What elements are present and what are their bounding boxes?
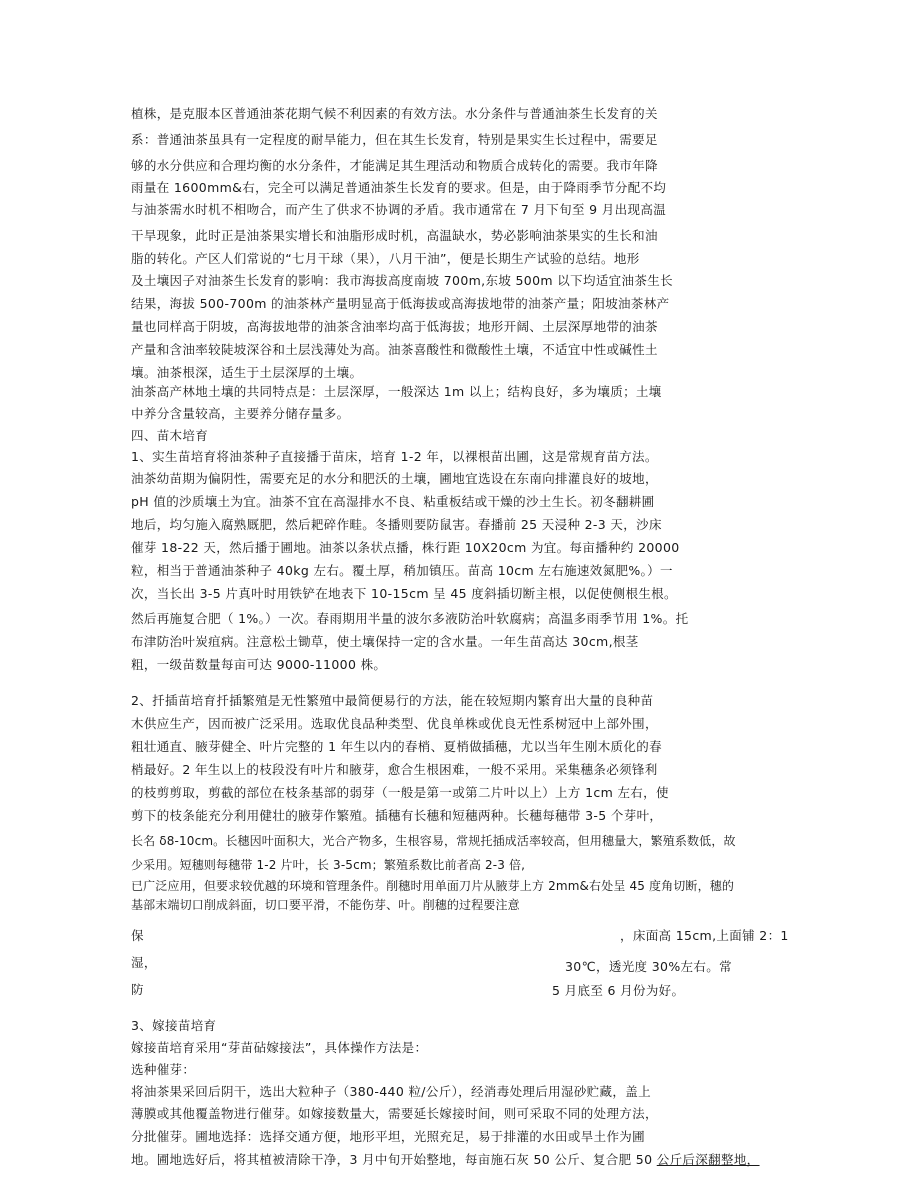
text-line: 粗，一级苗数量每亩可达 9000-11000 株。 (131, 657, 387, 672)
fragment-right: 30℃，透光度 30%左右。常 (565, 959, 732, 974)
text-line: 及土壤因子对油茶生长发育的影响：我市海拔高度南坡 700m,东坡 500m 以下均适宜油茶生长 (131, 273, 673, 288)
text-line: 嫁接苗培育采用“芽苗砧嫁接法”，具体操作方法是： (131, 1040, 428, 1055)
text-line: 然后再施复合肥（ 1%。）一次。春雨期用半量的波尔多液防治叶软腐病；高温多雨季节用 1%。托 (131, 611, 689, 626)
text-line: 雨量在 1600mm&右，完全可以满足普通油茶生长发育的要求。但是，由于降雨季节分配不均 (131, 180, 667, 195)
text-line: 木供应生产，因而被广泛采用。选取优良品种类型、优良单株或优良无性系树冠中上部外围， (131, 716, 658, 731)
text-line: 的枝剪剪取，剪截的部位在枝条基部的弱芽（一般是第一或第二片叶以上）上方 1cm 左右，使 (131, 785, 669, 800)
text-line: 地后，均匀施入腐熟厩肥，然后耙碎作畦。冬播则要防鼠害。春播前 25 天浸种 2-3 天，沙床 (131, 517, 662, 532)
fragment-left: 保 (131, 928, 144, 943)
last-line-main: 地。圃地选好后，将其植被清除干净，3 月中旬开始整地，每亩施石灰 50 公斤、复合肥 50 (131, 1152, 657, 1167)
text-line: 2、扦插苗培育扦插繁殖是无性繁殖中最简便易行的方法，能在较短期内繁育出大量的良种苗 (131, 693, 654, 708)
text-line: 壤。油茶根深，适生于土层深厚的土壤。 (131, 365, 363, 380)
text-line: 将油茶果采回后阴干，选出大粒种子（380-440 粒/公斤），经消毒处理后用湿砂贮藏，盖上 (131, 1084, 651, 1099)
text-line: 次，当长出 3-5 片真叶时用铁铲在地表下 10-15cm 呈 45 度斜插切断主根，以促使侧根生根。 (131, 586, 677, 601)
text-line: 1、实生苗培育将油茶种子直接播于苗床，培育 1-2 年，以裸根苗出圃，这是常规育苗方法。 (131, 449, 658, 464)
fragment-right: 5 月底至 6 月份为好。 (552, 983, 685, 998)
text-line: 植株，是克服本区普通油茶花期气候不利因素的有效方法。水分条件与普通油茶生长发育的关 (131, 106, 658, 121)
text-line: 催芽 18-22 天，然后播于圃地。油茶以条状点播，株行距 10X20cm 为宜。每亩播种约 20000 (131, 540, 680, 555)
last-line-underlined: 公斤后深翻整地， (656, 1152, 760, 1167)
text-line: 油茶幼苗期为偏阴性，需要充足的水分和肥沃的土壤，圃地宜选设在东南向排灌良好的坡地， (131, 471, 658, 486)
text-line: 够的水分供应和合理均衡的水分条件，才能满足其生理活动和物质合成转化的需要。我市年降 (131, 158, 658, 173)
text-line: 长名 δ8-10cm。长穗因叶面积大，光合产物多，生根容易，常规托插成活率较高，但用穗量大，繁殖系数低，故 (131, 834, 736, 848)
text-line: 选种催芽： (131, 1062, 196, 1077)
text-line: 脂的转化。产区人们常说的“七月干球（果），八月干油”，便是长期生产试验的总结。地形 (131, 251, 640, 266)
section-heading: 四、苗木培育 (131, 428, 209, 443)
text-line: 梢最好。2 年生以上的枝段没有叶片和腋芽，愈合生根困难，一般不采用。采集穗条必须锋利 (131, 762, 658, 777)
text-line: 剪下的枝条能充分利用健壮的腋芽作繁殖。插穗有长穗和短穗两种。长穗每穗带 3-5 个芽叶， (131, 808, 663, 823)
text-line: 结果，海拔 500-700m 的油茶林产量明显高于低海拔或高海拔地带的油茶产量；阳坡油茶林产 (131, 296, 670, 311)
fragment-left: 湿， (131, 955, 157, 970)
text-line: 与油茶需水时机不相吻合，而产生了供求不协调的矛盾。我市通常在 7 月下旬至 9 月出现高温 (131, 202, 667, 217)
text-line: 粒，相当于普通油茶种子 40kg 左右。覆土厚，稍加镇压。苗高 10cm 左右施速效氮肥%。）一 (131, 563, 673, 578)
text-line: 已广泛应用，但要求较优越的环境和管理条件。削穗时用单面刀片从腋芽上方 2mm&右处呈 45 度角切断，穗的 (131, 879, 735, 893)
text-line: 量也同样高于阴坡，高海拔地带的油茶含油率均高于低海拔；地形开阔、土层深厚地带的油茶 (131, 319, 658, 334)
text-line: 中养分含量较高，主要养分储存量多。 (131, 406, 350, 421)
section-heading: 3、嫁接苗培育 (131, 1018, 217, 1033)
text-line: pH 值的沙质壤土为宜。油茶不宜在高湿排水不良、粘重板结或干燥的沙土生长。初冬翻耕圃 (131, 494, 655, 509)
fragment-left: 防 (131, 982, 144, 997)
text-line: 粗壮通直、腋芽健全、叶片完整的 1 年生以内的春梢、夏梢做插穗，尤以当年生刚木质化的春 (131, 739, 662, 754)
text-line: 薄膜或其他覆盖物进行催芽。如嫁接数量大，需要延长嫁接时间，则可采取不同的处理方法， (131, 1106, 658, 1121)
fragment-right: ，床面高 15cm,上面铺 2：1 (620, 928, 789, 943)
text-line: 产量和含油率较陡坡深谷和土层浅薄处为高。油茶喜酸性和微酸性土壤，不适宜中性或碱性土 (131, 342, 658, 357)
text-line: 基部末端切口削成斜面，切口要平滑，不能伤芽、叶。削穗的过程要注意 (131, 898, 520, 912)
text-line: 干旱现象，此时正是油茶果实增长和油脂形成时机，高温缺水，势必影响油茶果实的生长和油 (131, 228, 658, 243)
text-line: 系：普通油茶虽具有一定程度的耐旱能力，但在其生长发育，特别是果实生长过程中，需要足 (131, 132, 658, 147)
text-line: 分批催芽。圃地选择：选择交通方便，地形平坦，光照充足，易于排灌的水田或旱土作为圃 (131, 1129, 646, 1144)
text-line-last (131, 1152, 760, 1168)
text-line: 布津防治叶炭疽病。注意松土锄草，使土壤保持一定的含水量。一年生苗高达 30cm,根茎 (131, 634, 639, 649)
text-line: 油茶高产林地土壤的共同特点是：土层深厚，一般深达 1m 以上；结构良好，多为壤质；土壤 (131, 384, 662, 399)
text-line: 少采用。短穗则每穗带 1-2 片叶，长 3-5cm；繁殖系数比前者高 2-3 倍, (131, 858, 526, 872)
